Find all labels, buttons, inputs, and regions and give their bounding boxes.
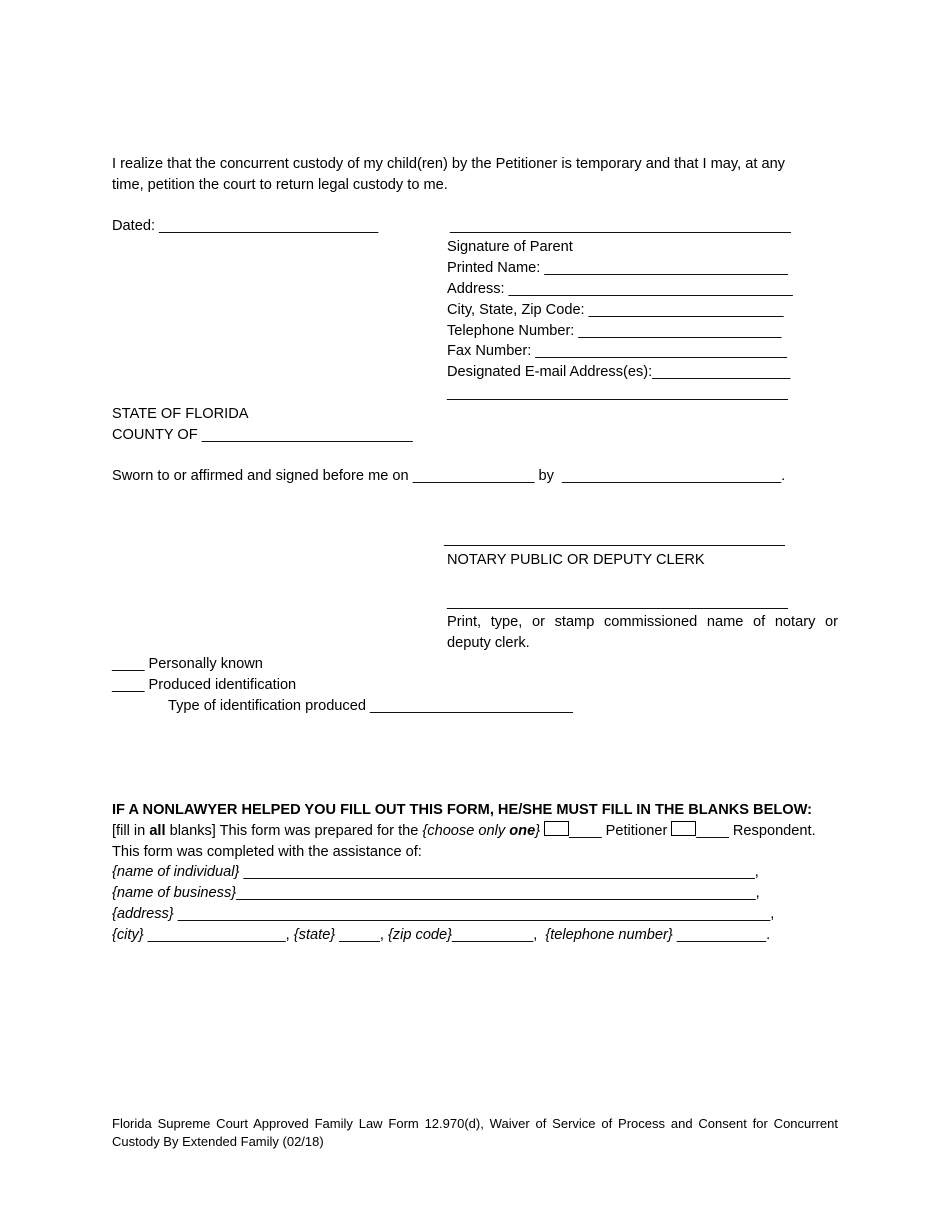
state-line: STATE OF FLORIDA — [112, 406, 249, 422]
petitioner-underscore: ____ — [569, 823, 602, 839]
city-label: {city} — [112, 927, 144, 943]
personally-known-option[interactable]: ____ Personally known — [112, 656, 263, 672]
respondent-underscore: ____ — [696, 823, 729, 839]
telephone-field[interactable]: Telephone Number: _________________________ — [447, 323, 782, 339]
id-type-field[interactable]: Type of identification produced _________________________ — [168, 698, 573, 714]
zip-blank[interactable]: __________, — [452, 927, 546, 943]
fill-pre-text: [fill in — [112, 823, 150, 839]
respondent-checkbox[interactable] — [671, 821, 696, 836]
city-blank[interactable]: _________________, — [143, 927, 294, 943]
address-blank[interactable]: _________________________________________________________________________, — [173, 906, 775, 922]
name-business-label: {name of business} — [112, 885, 237, 901]
printed-name-field[interactable]: Printed Name: ______________________________ — [447, 260, 788, 276]
notary-print-line[interactable]: __________________________________________ — [447, 594, 788, 610]
choose-only-text: {choose only — [422, 823, 510, 839]
nonlawyer-heading: IF A NONLAWYER HELPED YOU FILL OUT THIS FORM, HE/SHE MUST FILL IN THE BLANKS BELOW: — [112, 802, 812, 818]
intro-line-1: I realize that the concurrent custody of my child(ren) by the Petitioner is temporary and that I may, at any — [112, 156, 785, 172]
email-extra-line[interactable]: __________________________________________ — [447, 385, 788, 401]
fax-field[interactable]: Fax Number: _______________________________ — [447, 343, 788, 359]
assistance-line: This form was completed with the assistance of: — [112, 844, 422, 860]
name-of-business-row[interactable] — [112, 883, 760, 904]
prepared-for-line — [112, 821, 816, 842]
parent-signature-line[interactable]: __________________________________________ — [450, 218, 791, 234]
name-individual-label: {name of individual} — [112, 864, 240, 880]
name-business-blank[interactable]: ________________________________________________________________, — [236, 885, 760, 901]
dated-field[interactable]: Dated: ___________________________ — [112, 218, 379, 234]
name-individual-blank[interactable]: _______________________________________________________________, — [239, 864, 759, 880]
zip-label: {zip code} — [387, 927, 453, 943]
form-footer: Florida Supreme Court Approved Family Law Form 12.970(d), Waiver of Service of Process and Consent for Concurrent Custody By Extended Family (02/18) — [112, 1116, 838, 1149]
fill-mid-text: blanks] This form was prepared for the — [165, 823, 423, 839]
city-state-zip-phone-row[interactable] — [112, 925, 770, 946]
one-text: one — [509, 823, 536, 839]
brace-close-text: } — [535, 823, 541, 839]
county-field[interactable]: COUNTY OF __________________________ — [112, 427, 413, 443]
phone-label: {telephone number} — [545, 927, 673, 943]
city-state-zip-field[interactable]: City, State, Zip Code: ________________________ — [447, 302, 784, 318]
respondent-label: Respondent. — [728, 823, 816, 839]
notary-signature-line[interactable]: __________________________________________ — [444, 531, 785, 547]
name-of-individual-row[interactable] — [112, 862, 759, 883]
address-row[interactable] — [112, 904, 774, 925]
notary-print-label: Print, type, or stamp commissioned name of notary or deputy clerk. — [447, 614, 838, 651]
sworn-line[interactable]: Sworn to or affirmed and signed before me on _______________ by ___________________________. — [112, 468, 786, 484]
produced-identification-option[interactable]: ____ Produced identification — [112, 677, 297, 693]
state-blank[interactable]: _____, — [335, 927, 388, 943]
signature-of-parent-label: Signature of Parent — [447, 239, 573, 255]
intro-line-2: time, petition the court to return legal custody to me. — [112, 177, 448, 193]
address-field[interactable]: Address: ___________________________________ — [447, 281, 793, 297]
fill-all-text: all — [149, 823, 166, 839]
notary-title: NOTARY PUBLIC OR DEPUTY CLERK — [447, 552, 705, 568]
email-field[interactable]: Designated E-mail Address(es):_________________ — [447, 364, 791, 380]
petitioner-checkbox[interactable] — [544, 821, 569, 836]
phone-blank[interactable]: ___________. — [672, 927, 771, 943]
address-label: {address} — [112, 906, 174, 922]
state-label: {state} — [293, 927, 336, 943]
petitioner-label: Petitioner — [601, 823, 672, 839]
